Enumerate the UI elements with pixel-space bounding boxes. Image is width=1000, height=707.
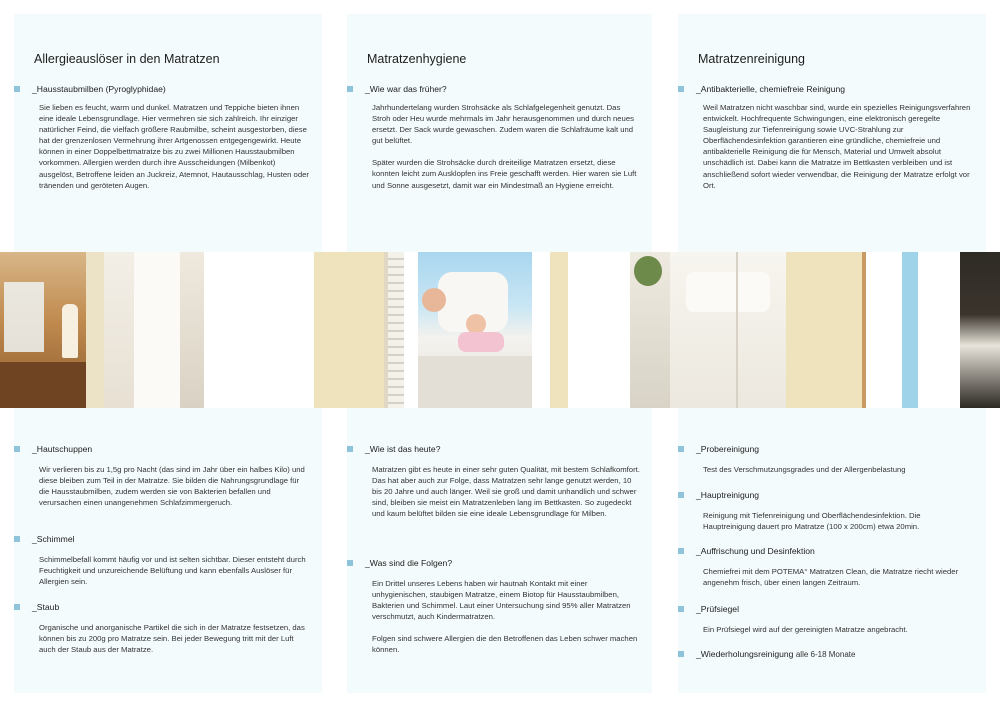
paragraph: Wir verlieren bis zu 1,5g pro Nacht (das sind im Jahr über ein halbes Kilo) und diese bleiben zum Teil in der Matratze. Sie bilden die Nahrungsgrundlage für die Hausstaubmilben, zudem werden sie von Bakterien befallen und verursachen einen unangenehmen Schlafzimmergeruch. bbox=[39, 465, 305, 508]
section-body bbox=[39, 622, 310, 655]
bullet-square-icon bbox=[678, 548, 684, 554]
stripe-beige bbox=[550, 252, 568, 408]
section-body bbox=[372, 102, 640, 191]
bullet-square-icon bbox=[678, 606, 684, 612]
section-title: _Probereinigung bbox=[696, 444, 760, 454]
pink-pajama-shape bbox=[458, 332, 504, 352]
section-body bbox=[703, 464, 974, 475]
section-title: _Hausstaubmilben (Pyroglyphidae) bbox=[32, 84, 166, 94]
section-body bbox=[703, 566, 974, 588]
child-face-shape bbox=[466, 314, 486, 334]
child-face-shape bbox=[422, 288, 446, 312]
bullet-square-icon bbox=[347, 86, 353, 92]
paragraph: Folgen sind schwere Allergien die den Betroffenen das Leben schwer machen können. bbox=[372, 634, 638, 655]
bullet-square-icon bbox=[678, 446, 684, 452]
bullet-square-icon bbox=[14, 536, 20, 542]
paragraph: Ein Prüfsiegel wird auf der gereinigten Matratze angebracht. bbox=[703, 625, 908, 634]
stripe-beige bbox=[786, 252, 862, 408]
window-shape bbox=[4, 282, 44, 352]
section-title: _Auffrischung und Desinfektion bbox=[696, 546, 815, 556]
stripe-beige bbox=[314, 252, 384, 408]
stripe bbox=[86, 252, 104, 408]
bullet-square-icon bbox=[678, 86, 684, 92]
paragraph: Schimmelbefall kommt häufig vor und ist selten sichtbar. Dieser entsteht durch Feuchtigkeit und unzureichende Belüftung und kann ebenfalls Auslöser für Allergien sein. bbox=[39, 555, 306, 587]
bullet-square-icon bbox=[14, 86, 20, 92]
paragraph: Reinigung mit Tiefenreinigung und Oberflächendesinfektion. Die Hauptreinigung dauert pro Matratze (100 x 200cm) etwa 20min. bbox=[703, 511, 921, 532]
column-hygiene-top bbox=[347, 14, 652, 252]
paragraph: Weil Matratzen nicht waschbar sind, wurde ein spezielles Reinigungsverfahren entwickelt. Hochfrequente Schwingungen, eine elektronisch geregelte Saugleistung zur Tiefenreinigung sowie UVC-Strahlung zur Oberflächendesinfektion garantieren eine gründliche, chemiefreie und antibakterielle Reinigung die für Mensch, Material und Umwelt absolut unschädlich ist. Dabei kann die Matratze im Bettkasten verbleiben und ist anschließend sofort wieder verwendbar, die Reinigung der Matratze erfolgt vor Ort. bbox=[703, 103, 971, 190]
section-body bbox=[703, 624, 974, 635]
column-title: Allergieauslöser in den Matratzen bbox=[34, 52, 220, 66]
stripe bbox=[918, 252, 960, 408]
section-title: _Schimmel bbox=[32, 534, 75, 544]
stripe-blue bbox=[902, 252, 918, 408]
paragraph: Ein Drittel unseres Lebens haben wir hautnah Kontakt mit einer unhygienischen, staubigen Matratze, einem Biotop für Hausstaubmilben, Bakterien und Schimmel. Laut einer Untersuchung sind 95% aller Matratzen verschmutzt, auch Kindermatratzen. bbox=[372, 579, 631, 622]
photo-strip bbox=[0, 252, 1000, 408]
interval-text: alle 6-18 Monate bbox=[795, 650, 856, 659]
column-hygiene-bottom bbox=[347, 408, 652, 693]
section-title-text: _Wiederholungsreinigung bbox=[696, 649, 794, 659]
lamp-shape bbox=[62, 304, 78, 358]
bullet-square-icon bbox=[347, 446, 353, 452]
section-title: _Wie ist das heute? bbox=[365, 444, 441, 454]
paragraph: Chemiefrei mit dem POTEMA° Matratzen Clean, die Matratze riecht wieder angenehm frisch, über einen langen Zeitraum. bbox=[703, 567, 959, 588]
section-body bbox=[703, 102, 974, 191]
section-title: _Prüfsiegel bbox=[696, 604, 739, 614]
section-title: _Staub bbox=[32, 602, 60, 612]
column-allergy-top bbox=[14, 14, 322, 252]
stripe bbox=[404, 252, 418, 408]
section-body bbox=[372, 464, 640, 519]
stripe bbox=[568, 252, 630, 408]
stripe bbox=[532, 252, 550, 408]
stripe bbox=[180, 252, 204, 408]
section-title: _Hautschuppen bbox=[32, 444, 93, 454]
plant-shape bbox=[634, 256, 662, 286]
towels-slice bbox=[388, 252, 404, 408]
bed-photo-slice bbox=[104, 252, 134, 408]
bullet-square-icon bbox=[678, 651, 684, 657]
dark-bed-photo-slice bbox=[960, 252, 1000, 408]
section-body bbox=[372, 578, 640, 656]
bullet-square-icon bbox=[678, 492, 684, 498]
paragraph: Organische und anorganische Partikel die sich in der Matratze festsetzen, das können bis zu 200g pro Matratze sein. Bei jeder Bewegung tritt mit der Luft auch der Staub aus der Matratze. bbox=[39, 623, 305, 655]
paragraph: Test des Verschmutzungsgrades und der Allergenbelastung bbox=[703, 465, 906, 474]
column-allergy-bottom bbox=[14, 408, 322, 693]
blanket-shape bbox=[418, 356, 532, 408]
stripe bbox=[204, 252, 314, 408]
stripe bbox=[866, 252, 902, 408]
divider bbox=[736, 252, 738, 408]
paragraph: Jahrhundertelang wurden Strohsäcke als Schlafgelegenheit genutzt. Das Stroh oder Heu wurde mehrmals im Jahr herausgenommen und durch neues ersetzt. Der Sack wurde gewaschen. Zudem waren die Schlafräume kalt und gut belüftet. bbox=[372, 103, 634, 146]
paragraph: Matratzen gibt es heute in einer sehr guten Qualität, mit bestem Schlafkomfort. Das hat aber auch zur Folge, dass Matratzen sehr lange genutzt werden, 10 bis 20 Jahre und auch länger. Weil sie groß und damit unhandlich und schwer sind, bleiben sie meist ein Matratzenleben lang im Bettkasten. So zugedeckt und kaum belüftet bilden sie eine ideale Lebensgrundlage für Milben. bbox=[372, 465, 640, 519]
paragraph: Sie lieben es feucht, warm und dunkel. Matratzen und Teppiche bieten ihnen eine ideale Lebensgrundlage. Hier vermehren sie sich zahlreich. Ihr einziger natürlicher Feind, die vielfach größere Raubmilbe, scheint ausgestorben, diese hat der grenzenlosen Vermehrung ihrer Artgenossen entgegengewirkt. Heute können in einer Doppelbettmatratze bis zu zwei Millionen Hausstaubmilben vorkommen. Allergien werden durch ihre Ausscheidungen (Milbenkot) ausgelöst, Betroffene leiden an Juckreiz, Atemnot, Hautausschlag, Husten oder tränenden und geröteten Augen. bbox=[39, 103, 309, 190]
section-title: _Was sind die Folgen? bbox=[365, 558, 453, 568]
section-title: _Hauptreinigung bbox=[696, 490, 760, 500]
section-title: _Antibakterielle, chemiefreie Reinigung bbox=[696, 84, 846, 94]
bullet-square-icon bbox=[14, 446, 20, 452]
bullet-square-icon bbox=[347, 560, 353, 566]
section-title bbox=[696, 649, 855, 659]
bullet-square-icon bbox=[14, 604, 20, 610]
column-cleaning-top bbox=[678, 14, 986, 252]
column-cleaning-bottom bbox=[678, 408, 986, 693]
furniture-shape bbox=[0, 362, 86, 408]
pillow-shape bbox=[686, 272, 770, 312]
section-body bbox=[39, 102, 310, 191]
section-body bbox=[39, 464, 310, 508]
section-title: _Wie war das früher? bbox=[365, 84, 447, 94]
section-body bbox=[39, 554, 310, 587]
column-title: Matratzenhygiene bbox=[367, 52, 467, 66]
column-title: Matratzenreinigung bbox=[698, 52, 806, 66]
section-body bbox=[703, 510, 974, 532]
stripe bbox=[134, 252, 180, 408]
paragraph: Später wurden die Strohsäcke durch dreiteilige Matratzen ersetzt, diese konnten leicht zum Ausklopfen ins Freie geschafft werden. Hier waren sie Luft und Sonne ausgesetzt, damit war ein Mindestmaß an Hygiene erreicht. bbox=[372, 158, 637, 190]
